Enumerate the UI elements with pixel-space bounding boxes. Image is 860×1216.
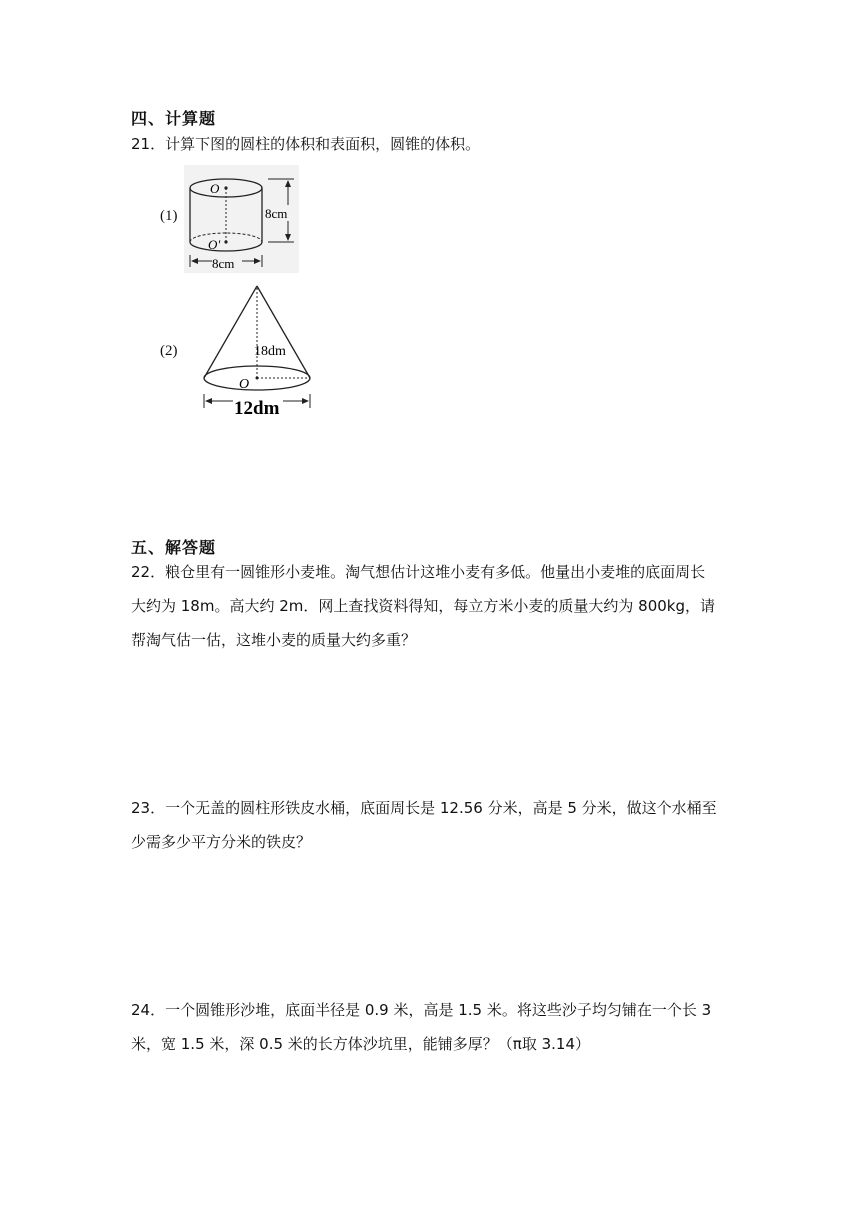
question-22-line-1: 22．粮仓里有一圆锥形小麦堆。淘气想估计这堆小麦有多低。他量出小麦堆的底面周长	[131, 563, 706, 581]
cylinder-diameter-label: 8cm	[212, 256, 235, 271]
cone-center-label: O	[239, 377, 250, 392]
figure-2-label: (2)	[160, 343, 178, 359]
cone-figure	[199, 282, 315, 420]
question-24-line-1: 24．一个圆锥形沙堆，底面半径是 0.9 米，高是 1.5 米。将这些沙子均匀铺在一个长 3	[131, 1001, 712, 1019]
cone-diameter-label: 12dm	[234, 398, 280, 419]
cylinder-height-label: 8cm	[265, 206, 288, 221]
section-heading-word-problems: 五、解答题	[131, 538, 217, 557]
cylinder-top-center-label: O	[210, 181, 220, 196]
question-22-line-2: 大约为 18m。高大约 2m．网上查找资料得知，每立方米小麦的质量大约为 800kg，请	[131, 597, 715, 615]
question-23-line-1: 23．一个无盖的圆柱形铁皮水桶，底面周长是 12.56 分米，高是 5 分米，做这个水桶至	[131, 799, 717, 817]
figure-1-label: (1)	[160, 208, 178, 224]
cylinder-bottom-center-label: O'	[208, 237, 221, 252]
question-24-line-2: 米，宽 1.5 米，深 0.5 米的长方体沙坑里，能铺多厚？（π取 3.14）	[131, 1035, 590, 1053]
cone-height-label: 18dm	[254, 344, 286, 359]
section-heading-calculation: 四、计算题	[131, 109, 217, 128]
question-23-line-2: 少需多少平方分米的铁皮？	[131, 833, 312, 851]
cylinder-figure	[184, 165, 299, 273]
question-22-line-3: 帮淘气估一估，这堆小麦的质量大约多重？	[131, 631, 417, 649]
question-21-text: 21．计算下图的圆柱的体积和表面积，圆锥的体积。	[131, 135, 481, 153]
